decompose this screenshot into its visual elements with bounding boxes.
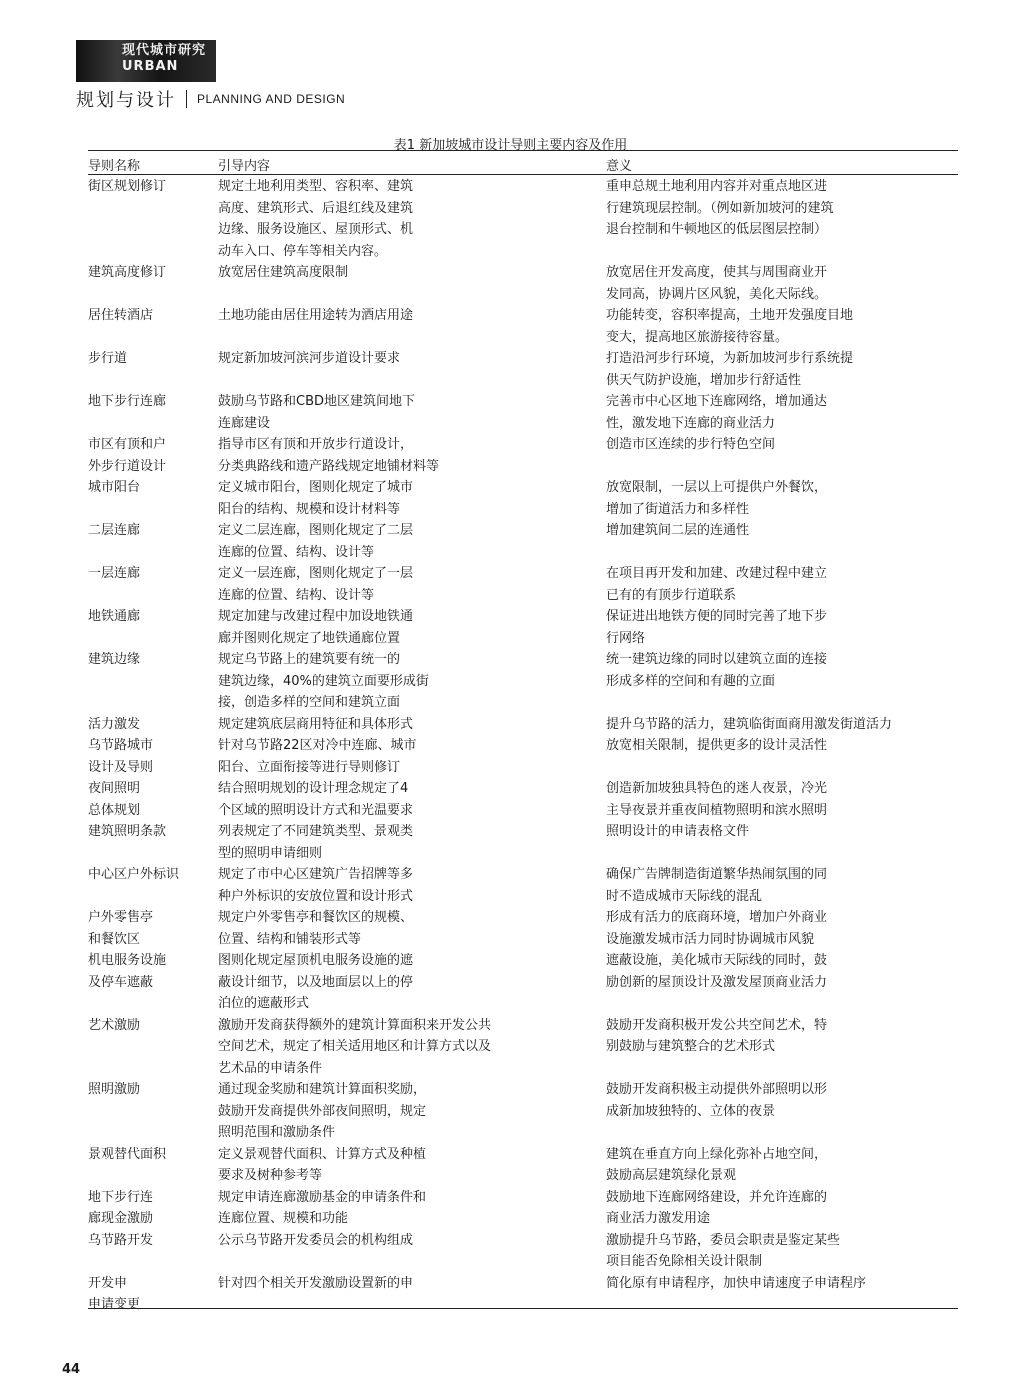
row-meaning-cell: 在项目再开发和加建、改建过程中建立 已有的有顶步行道联系 xyxy=(606,566,828,603)
journal-logo-text: 现代城市研究 URBAN xyxy=(122,43,207,74)
table-row xyxy=(88,1273,958,1316)
table-row xyxy=(88,1079,958,1144)
table-row xyxy=(88,606,958,649)
row-name-cell: 中心区户外标识 xyxy=(88,867,180,882)
table-row xyxy=(88,176,958,262)
table-row xyxy=(88,391,958,434)
row-name-cell: 街区规划修订 xyxy=(88,179,167,194)
table-row xyxy=(88,477,958,520)
table-body xyxy=(88,176,958,1316)
table-bottom-rule xyxy=(88,1308,958,1309)
row-meaning-cell: 鼓励地下连廊网络建设，并允许连廊的 商业活力激发用途 xyxy=(606,1189,828,1226)
row-content-cell: 公示乌节路开发委员会的机构组成 xyxy=(218,1232,414,1248)
table-row xyxy=(88,262,958,305)
row-meaning-cell: 打造沿河步行环境，为新加坡河步行系统提 供天气防护设施，增加步行舒适性 xyxy=(606,351,854,388)
row-meaning-cell: 增加建筑间二层的连通性 xyxy=(606,523,750,538)
row-content-cell: 鼓励乌节路和CBD地区建筑间地下 连廊建设 xyxy=(218,394,416,431)
table-row xyxy=(88,907,958,950)
row-content-cell: 规定了市中心区建筑广告招牌等多 种户外标识的安放位置和设计形式 xyxy=(218,867,414,904)
row-content-cell: 定义一层连廊，图则化规定了一层 连廊的位置、结构、设计等 xyxy=(218,566,414,603)
table-top-rule xyxy=(88,150,958,151)
table-row xyxy=(88,434,958,477)
row-name-cell: 夜间照明 总体规划 xyxy=(88,781,141,818)
row-name-cell: 开发申 申请变更 xyxy=(88,1275,141,1312)
section-divider xyxy=(186,90,187,108)
row-content-cell: 土地功能由居住用途转为酒店用途 xyxy=(218,308,414,323)
row-content-cell: 定义二层连廊，图则化规定了二层 连廊的位置、结构、设计等 xyxy=(218,523,414,560)
row-content-cell: 定义景观替代面积、计算方式及种植 要求及树种参考等 xyxy=(218,1146,427,1183)
journal-logo xyxy=(76,40,216,82)
table-row xyxy=(88,1187,958,1230)
row-meaning-cell: 创造新加坡独具特色的迷人夜景，冷光 主导夜景并重夜间植物照明和滨水照明 xyxy=(606,781,828,818)
table-header-rule xyxy=(88,174,958,175)
row-name-cell: 景观替代面积 xyxy=(88,1146,167,1162)
row-content-cell: 针对四个相关开发激励设置新的申 xyxy=(218,1275,414,1291)
row-content-cell: 图则化规定屋顶机电服务设施的遮 蔽设计细节，以及地面层以上的停 泊位的遮蔽形式 xyxy=(218,953,414,1011)
row-content-cell: 规定户外零售亭和餐饮区的规模、 位置、结构和铺装形式等 xyxy=(218,910,414,947)
row-name-cell: 活力激发 乌节路城市 设计及导则 xyxy=(88,716,154,775)
row-meaning-cell: 激励提升乌节路，委员会职责是鉴定某些 项目能否免除相关设计限制 xyxy=(606,1232,841,1269)
row-meaning-cell: 形成有活力的底商环境，增加户外商业 设施激发城市活力同时协调城市风貌 xyxy=(606,910,828,947)
table-row xyxy=(88,305,958,348)
row-meaning-cell: 确保广告牌制造街道繁华热闹氛围的同 时不造成城市天际线的混乱 xyxy=(606,867,828,904)
column-header-content: 引导内容 xyxy=(218,159,271,174)
row-name-cell: 艺术激励 xyxy=(88,1017,141,1033)
row-name-cell: 建筑高度修订 xyxy=(88,265,167,280)
row-name-cell: 建筑边缘 xyxy=(88,652,141,667)
row-meaning-cell: 统一建筑边缘的同时以建筑立面的连接 形成多样的空间和有趣的立面 xyxy=(606,652,828,689)
row-meaning-cell: 鼓励开发商积极开发公共空间艺术，特 别鼓励与建筑整合的艺术形式 xyxy=(606,1017,828,1054)
row-content-cell: 放宽居住建筑高度限制 xyxy=(218,265,349,280)
table-row xyxy=(88,649,958,714)
row-name-cell: 地下步行连廊 xyxy=(88,394,167,409)
table-header xyxy=(88,155,958,173)
row-name-cell: 照明激励 xyxy=(88,1082,141,1097)
table-row xyxy=(88,864,958,907)
table-row xyxy=(88,1144,958,1187)
row-meaning-cell: 照明设计的申请表格文件 xyxy=(606,824,750,839)
row-name-cell: 城市阳台 xyxy=(88,480,141,495)
table-row xyxy=(88,821,958,864)
table-row xyxy=(88,778,958,821)
table-row xyxy=(88,348,958,391)
column-header-name: 导则名称 xyxy=(88,159,141,174)
row-meaning-cell: 创造市区连续的步行特色空间 xyxy=(606,437,776,452)
row-meaning-cell: 保证进出地铁方便的同时完善了地下步 行网络 xyxy=(606,609,828,646)
row-content-cell: 规定建筑底层商用特征和具体形式 针对乌节路22区对冷中连廊、城市 阳台、立面衔接等进行导则修订 xyxy=(218,716,417,775)
row-meaning-cell: 建筑在垂直方向上绿化弥补占地空间， 鼓励高层建筑绿化景观 xyxy=(606,1146,828,1183)
row-meaning-cell: 遮蔽设施，美化城市天际线的同时，鼓 励创新的屋顶设计及激发屋顶商业活力 xyxy=(606,953,828,990)
row-content-cell: 规定乌节路上的建筑要有统一的 建筑边缘，40%的建筑立面要形成街 接，创造多样的空间和建筑立面 xyxy=(218,652,429,710)
row-content-cell: 定义城市阳台，图则化规定了城市 阳台的结构、规模和设计材料等 xyxy=(218,480,414,517)
row-meaning-cell: 简化原有申请程序，加快申请速度子申请程序 xyxy=(606,1275,867,1291)
row-meaning-cell: 鼓励开发商积极主动提供外部照明以形 成新加坡独特的、立体的夜景 xyxy=(606,1082,828,1119)
row-meaning-cell: 放宽限制，一层以上可提供户外餐饮， 增加了街道活力和多样性 xyxy=(606,480,828,517)
table-row xyxy=(88,1015,958,1080)
row-content-cell: 通过现金奖励和建筑计算面积奖励， 鼓励开发商提供外部夜间照明，规定 照明范围和激励条件 xyxy=(218,1082,427,1140)
row-name-cell: 市区有顶和户 外步行道设计 xyxy=(88,437,167,474)
row-content-cell: 激励开发商获得额外的建筑计算面积来开发公共 空间艺术，规定了相关适用地区和计算方式以及 艺术品的申请条件 xyxy=(218,1017,492,1076)
row-meaning-cell: 提升乌节路的活力，建筑临街面商用激发街道活力 放宽相关限制，提供更多的设计灵活性 xyxy=(606,716,893,753)
row-meaning-cell: 完善市中心区地下连廊网络，增加通达 性，激发地下连廊的商业活力 xyxy=(606,394,828,431)
row-name-cell: 机电服务设施 及停车遮蔽 xyxy=(88,953,167,990)
section-title-en: PLANNING AND DESIGN xyxy=(197,92,346,106)
row-name-cell: 居住转酒店 xyxy=(88,308,154,323)
row-name-cell: 地下步行连 廊现金激励 xyxy=(88,1189,154,1226)
row-content-cell: 指导市区有顶和开放步行道设计， 分类典路线和遗产路线规定地铺材料等 xyxy=(218,437,440,474)
table-caption: 表1 新加坡城市设计导则主要内容及作用 xyxy=(393,138,628,153)
row-meaning-cell: 重申总规土地利用内容并对重点地区进 行建筑现层控制。（例如新加坡河的建筑 退台控制和牛顿地区的低层图层控制） xyxy=(606,179,834,237)
row-content-cell: 规定土地利用类型、容积率、建筑 高度、建筑形式、后退红线及建筑 边缘、服务设施区、屋顶形式、机 动车入口、停车等相关内容。 xyxy=(218,179,414,259)
row-content-cell: 规定加建与改建过程中加设地铁通 廊并图则化规定了地铁通廊位置 xyxy=(218,609,414,646)
row-name-cell: 建筑照明条款 xyxy=(88,824,167,839)
page-number: 44 xyxy=(62,1362,81,1377)
row-meaning-cell: 放宽居住开发高度，使其与周围商业开 发同高，协调片区风貌，美化天际线。 xyxy=(606,265,828,302)
row-content-cell: 规定新加坡河滨河步道设计要求 xyxy=(218,351,401,366)
row-name-cell: 户外零售亭 和餐饮区 xyxy=(88,910,154,947)
row-name-cell: 地铁通廊 xyxy=(88,609,141,624)
row-name-cell: 一层连廊 xyxy=(88,566,141,581)
row-name-cell: 乌节路开发 xyxy=(88,1232,154,1248)
row-content-cell: 列表规定了不同建筑类型、景观类 型的照明申请细则 xyxy=(218,824,414,861)
table-row xyxy=(88,714,958,779)
column-header-meaning: 意义 xyxy=(606,159,633,174)
row-content-cell: 规定申请连廊激励基金的申请条件和 连廊位置、规模和功能 xyxy=(218,1189,427,1226)
row-content-cell: 结合照明规划的设计理念规定了4 个区域的照明设计方式和光温要求 xyxy=(218,781,414,818)
row-meaning-cell: 功能转变，容积率提高，土地开发强度目地 变大，提高地区旅游接待容量。 xyxy=(606,308,854,345)
section-title-cn: 规划与设计 xyxy=(76,90,176,111)
section-header xyxy=(76,88,345,110)
table-row xyxy=(88,563,958,606)
table-row xyxy=(88,950,958,1015)
table-row xyxy=(88,1230,958,1273)
row-name-cell: 二层连廊 xyxy=(88,523,141,538)
row-name-cell: 步行道 xyxy=(88,351,128,366)
table-row xyxy=(88,520,958,563)
